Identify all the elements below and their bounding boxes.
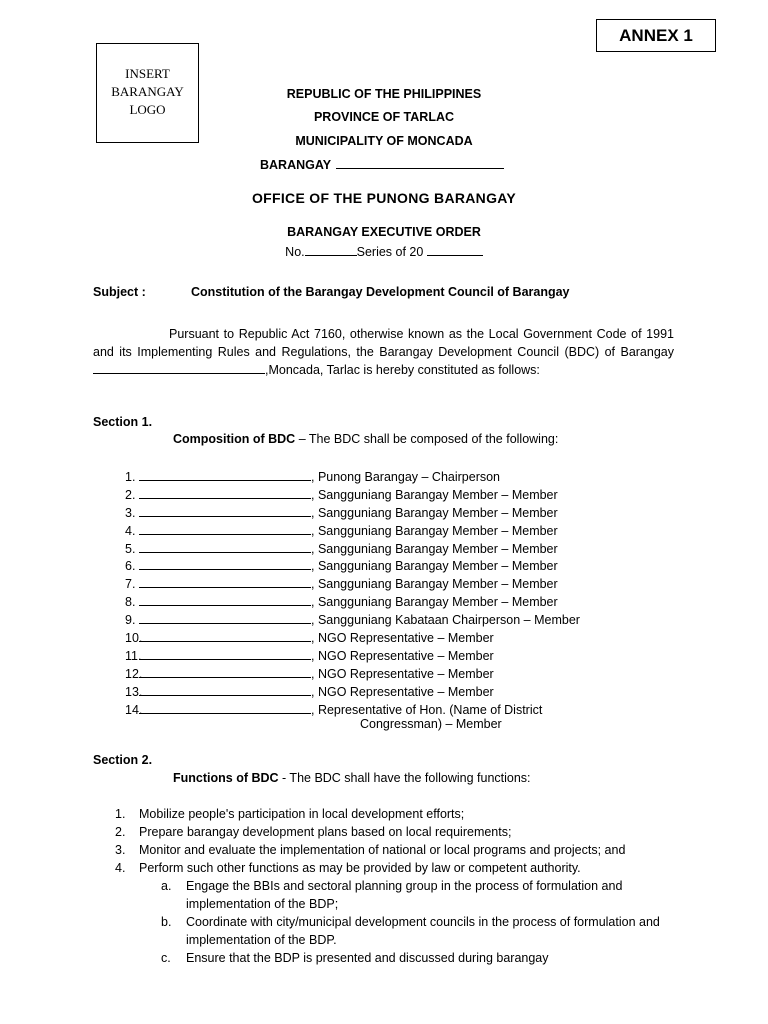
item-number: 5.: [125, 541, 136, 556]
list-item: [139, 949, 675, 967]
list-item: [139, 877, 675, 913]
member-role: , Sangguniang Barangay Member – Member: [311, 505, 558, 520]
member-role: , Sangguniang Barangay Member – Member: [311, 559, 558, 574]
member-14-continuation: Congressman) – Member: [360, 717, 502, 731]
name-blank: [139, 575, 311, 588]
function-text: Prepare barangay development plans based on local requirements;: [139, 825, 512, 839]
section-2-title: Section 2.: [93, 753, 153, 767]
member-role: , Punong Barangay – Chairperson: [311, 470, 501, 484]
name-blank: [139, 468, 311, 481]
member-role: , Sangguniang Barangay Member – Member: [311, 541, 558, 556]
logo-text-line: LOGO: [129, 102, 166, 117]
sub-function-text: Engage the BBIs and sectoral planning group in the process of formulation and implementation of the BDP;: [186, 879, 623, 911]
section-1-title: Section 1.: [93, 415, 153, 429]
list-item: [100, 701, 580, 719]
section-2-heading: [173, 771, 531, 785]
item-number: 2.: [125, 487, 136, 502]
section-2-heading-bold: Functions of BDC: [173, 771, 279, 785]
list-item: [93, 859, 674, 967]
name-blank: [139, 701, 311, 714]
header-barangay: [260, 156, 504, 172]
name-blank: [139, 557, 311, 570]
header-municipality: MUNICIPALITY OF MONCADA: [295, 134, 473, 148]
executive-order-number: [0, 243, 768, 259]
bdc-member-list: [100, 468, 580, 718]
bdc-function-list: [93, 805, 674, 967]
list-item: [93, 805, 674, 823]
item-number: 6.: [125, 559, 136, 574]
list-item: [100, 629, 580, 647]
item-letter: b.: [161, 915, 172, 929]
barangay-label: BARANGAY: [260, 158, 331, 172]
order-no-blank: [305, 243, 357, 256]
subject-line: [93, 285, 570, 299]
name-blank: [139, 683, 311, 696]
name-blank: [139, 611, 311, 624]
intro-paragraph: [93, 325, 674, 379]
list-item: [100, 504, 580, 522]
sub-function-text: Coordinate with city/municipal development councils in the process of formulation and implementation of the BDP.: [186, 915, 660, 947]
item-number: 14.: [125, 702, 143, 717]
item-number: 4.: [125, 523, 136, 538]
item-number: 3.: [125, 505, 136, 520]
header-province: PROVINCE OF TARLAC: [313, 110, 455, 124]
section-1-heading: [173, 432, 558, 446]
list-item: [100, 522, 580, 540]
sub-function-list: [139, 877, 674, 967]
member-role: , Sangguniang Barangay Member – Member: [311, 487, 558, 502]
function-text: Mobilize people's participation in local development efforts;: [139, 807, 465, 821]
item-number: 4.: [115, 861, 126, 875]
member-role: , Sangguniang Kabataan Chairperson – Member: [311, 613, 580, 628]
list-item: [100, 540, 580, 558]
name-blank: [139, 593, 311, 606]
annex-label: ANNEX 1: [596, 19, 716, 52]
name-blank: [139, 522, 311, 535]
member-role: , Sangguniang Barangay Member – Member: [311, 595, 558, 610]
list-item: [139, 913, 675, 949]
item-number: 13.: [125, 684, 143, 699]
order-no-label: No.: [285, 245, 305, 259]
list-item: [100, 611, 580, 629]
item-number: 8.: [125, 595, 136, 610]
list-item: [100, 486, 580, 504]
name-blank: [139, 629, 311, 642]
name-blank: [139, 665, 311, 678]
name-blank: [139, 486, 311, 499]
list-item: [93, 823, 674, 841]
member-role: , Sangguniang Barangay Member – Member: [311, 577, 558, 592]
series-label: Series of 20: [356, 245, 424, 259]
list-item: [100, 468, 580, 486]
intro-barangay-blank: [93, 361, 265, 374]
logo-text-line: BARANGAY: [111, 84, 184, 99]
item-number: 1.: [115, 807, 126, 821]
sub-function-text: Ensure that the BDP is presented and discussed during barangay: [186, 951, 549, 965]
member-role: , NGO Representative – Member: [311, 631, 494, 646]
function-text: Monitor and evaluate the implementation of national or local programs and projects; and: [139, 843, 626, 857]
intro-text-1: Pursuant to Republic Act 7160, otherwise known as the Local Government Code of 1991 and its Implementing Rules and Regulations, the Barangay Development Council (BDC) of Barangay: [93, 327, 674, 359]
executive-order-title: BARANGAY EXECUTIVE ORDER: [287, 225, 481, 239]
member-role: , NGO Representative – Member: [311, 684, 494, 699]
list-item: [100, 665, 580, 683]
intro-text-2: ,Moncada, Tarlac is hereby constituted as follows:: [265, 363, 540, 377]
item-letter: a.: [161, 879, 172, 893]
item-number: 11.: [125, 648, 142, 663]
member-role: , NGO Representative – Member: [311, 666, 494, 681]
item-number: 12.: [125, 666, 143, 681]
name-blank: [139, 504, 311, 517]
function-text: Perform such other functions as may be provided by law or competent authority.: [139, 861, 581, 875]
member-role: , Representative of Hon. (Name of District: [311, 702, 543, 717]
subject-label: Subject :: [93, 285, 146, 299]
office-title: OFFICE OF THE PUNONG BARANGAY: [251, 190, 517, 206]
list-item: [93, 841, 674, 859]
member-role: , Sangguniang Barangay Member – Member: [311, 523, 558, 538]
list-item: [100, 593, 580, 611]
section-2-heading-text: - The BDC shall have the following functions:: [278, 771, 531, 785]
name-blank: [139, 540, 311, 553]
list-item: [100, 557, 580, 575]
item-number: 1.: [125, 470, 136, 484]
member-role: , NGO Representative – Member: [311, 648, 494, 663]
barangay-name-blank: [336, 156, 504, 169]
series-year-blank: [427, 243, 483, 256]
name-blank: [139, 647, 311, 660]
list-item: [100, 647, 580, 665]
list-item: [100, 575, 580, 593]
section-1-heading-bold: Composition of BDC: [173, 432, 296, 446]
subject-text: Constitution of the Barangay Development Council of Barangay: [191, 285, 570, 299]
item-number: 7.: [125, 577, 136, 592]
header-republic: REPUBLIC OF THE PHILIPPINES: [286, 87, 482, 101]
item-number: 2.: [115, 825, 126, 839]
item-number: 9.: [125, 613, 136, 628]
section-1-heading-text: – The BDC shall be composed of the following:: [295, 432, 559, 446]
logo-text-line: INSERT: [125, 66, 170, 81]
item-number: 10.: [125, 631, 143, 646]
item-letter: c.: [161, 951, 171, 965]
item-number: 3.: [115, 843, 126, 857]
list-item: [100, 683, 580, 701]
